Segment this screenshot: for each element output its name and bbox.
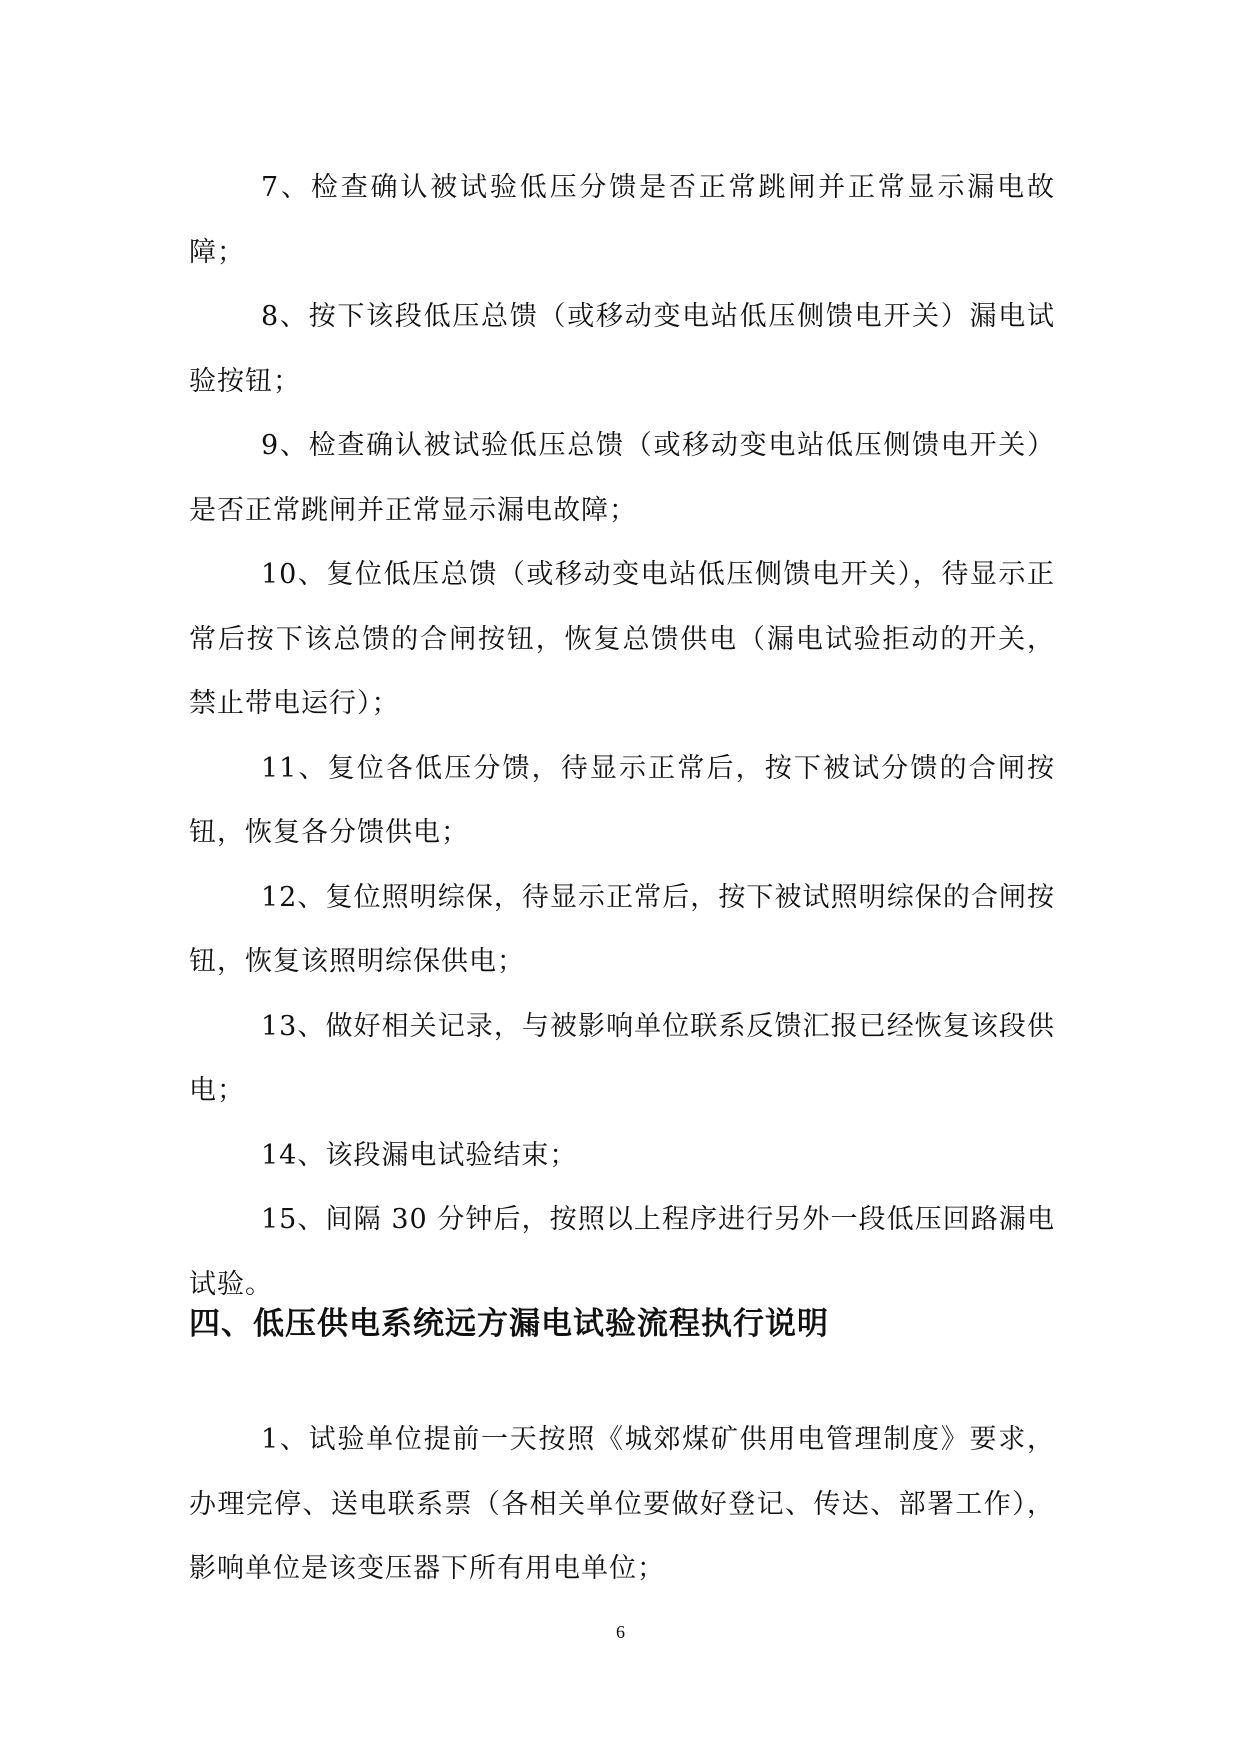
section-heading: 四、低压供电系统远方漏电试验流程执行说明 xyxy=(189,1306,829,1342)
section-paragraph-1: 1、试验单位提前一天按照《城郊煤矿供用电管理制度》要求，办理完停、送电联系票（各相关单位要做好登记、传达、部署工作），影响单位是该变压器下所有用电单位； xyxy=(189,1424,1055,1584)
paragraph-step-11: 11、复位各低压分馈，待显示正常后，按下被试分馈的合闸按钮，恢复各分馈供电； xyxy=(189,752,1055,848)
paragraph-step-14: 14、该段漏电试验结束； xyxy=(261,1139,578,1171)
section-body-text xyxy=(189,1408,1055,1602)
paragraph-step-15: 15、间隔 30 分钟后，按照以上程序进行另外一段低压回路漏电试验。 xyxy=(189,1204,1055,1300)
paragraph-step-9: 9、检查确认被试验低压总馈（或移动变电站低压侧馈电开关）是否正常跳闸并正常显示漏电故障； xyxy=(189,430,1055,526)
body-text xyxy=(189,156,1055,1317)
paragraph-step-7: 7、检查确认被试验低压分馈是否正常跳闸并正常显示漏电故障； xyxy=(189,172,1055,268)
paragraph-step-8: 8、按下该段低压总馈（或移动变电站低压侧馈电开关）漏电试验按钮； xyxy=(189,301,1055,397)
paragraph-step-10: 10、复位低压总馈（或移动变电站低压侧馈电开关），待显示正常后按下该总馈的合闸按钮，恢复总馈供电（漏电试验拒动的开关，禁止带电运行）； xyxy=(189,559,1055,719)
page-number: 6 xyxy=(616,1622,625,1642)
paragraph-step-12: 12、复位照明综保，待显示正常后，按下被试照明综保的合闸按钮，恢复该照明综保供电； xyxy=(189,881,1055,977)
paragraph-step-13: 13、做好相关记录，与被影响单位联系反馈汇报已经恢复该段供电； xyxy=(189,1010,1055,1106)
